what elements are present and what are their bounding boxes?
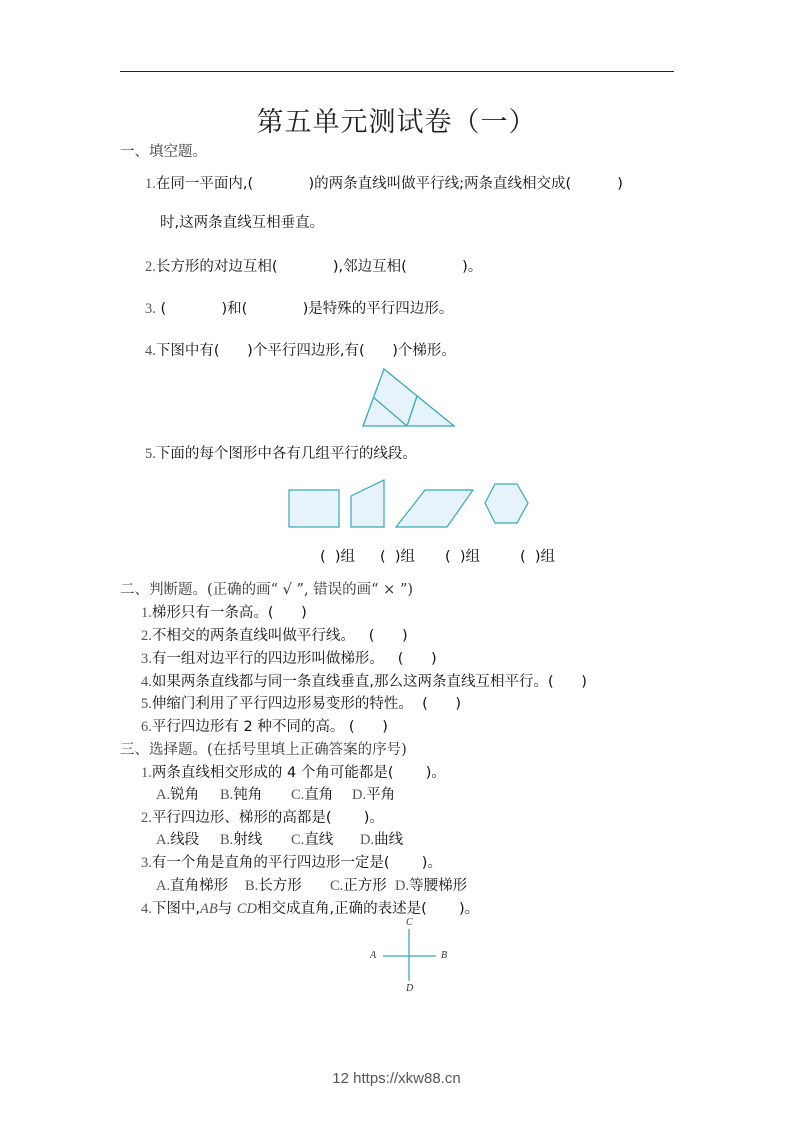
question-5: 5.下面的每个图形中各有几组平行的线段。 <box>145 446 417 462</box>
label-b: B <box>441 950 448 961</box>
choice-1-option-b: B.钝角 <box>220 787 263 803</box>
shapes-figure <box>285 475 535 535</box>
tf-item-1: 1.梯形只有一条高。( ) <box>141 605 307 621</box>
label-a: A <box>370 950 377 961</box>
label-c: C <box>406 917 413 928</box>
choice-1-option-d: D.平角 <box>352 787 396 803</box>
choice-question-2: 2.平行四边形、梯形的高都是( )。 <box>141 810 384 826</box>
choice-3-option-a: A.直角梯形 <box>156 878 229 894</box>
tf-item-5: 5.伸缩门利用了平行四边形易变形的特性。 ( ) <box>141 696 462 712</box>
question-4: 4.下图中有( )个平行四边形,有( )个梯形。 <box>145 343 456 359</box>
choice-3-option-d: D.等腰梯形 <box>395 878 468 894</box>
right-trapezoid-shape <box>351 480 384 527</box>
section-true-false-heading: 二、判断题。(正确的画“ √ ”, 错误的画“ × ”) <box>120 582 414 598</box>
choice-2-option-c: C.直线 <box>291 832 334 848</box>
rectangle-shape <box>289 490 339 527</box>
choice-2-option-d: D.曲线 <box>360 832 404 848</box>
section-fill-in-heading: 一、填空题。 <box>120 144 207 160</box>
choice-question-3: 3.有一个角是直角的平行四边形一定是( )。 <box>141 855 442 871</box>
question-1-line-a: 1.在同一平面内,( )的两条直线叫做平行线;两条直线相交成( ) <box>145 176 623 192</box>
triangle-figure <box>360 366 460 430</box>
tf-item-3: 3.有一组对边平行的四边形叫做梯形。 ( ) <box>141 651 437 667</box>
tf-item-4: 4.如果两条直线都与同一条直线垂直,那么这两条直线互相平行。( ) <box>141 674 587 690</box>
section-choice-heading: 三、选择题。(在括号里填上正确答案的序号) <box>120 742 407 758</box>
question-1-line-b: 时,这两条直线互相垂直。 <box>160 215 325 231</box>
perpendicular-lines-figure <box>380 925 440 990</box>
tf-item-6: 6.平行四边形有 2 种不同的高。 ( ) <box>141 719 388 735</box>
tf-item-2: 2.不相交的两条直线叫做平行线。 ( ) <box>141 628 408 644</box>
choice-question-1: 1.两条直线相交形成的 4 个角可能都是( )。 <box>141 765 446 781</box>
group-answer-4: ( )组 <box>520 549 556 565</box>
question-2: 2.长方形的对边互相( ),邻边互相( )。 <box>145 259 483 275</box>
group-answer-1: ( )组 <box>320 549 356 565</box>
choice-3-option-c: C.正方形 <box>330 878 387 894</box>
top-rule <box>120 71 674 72</box>
choice-3-option-b: B.长方形 <box>245 878 302 894</box>
footer-page-url: 12 https://xkw88.cn <box>332 1070 461 1087</box>
choice-2-option-a: A.线段 <box>156 832 200 848</box>
group-answer-3: ( )组 <box>445 549 481 565</box>
choice-question-4: 4.下图中,AB与 CD相交成直角,正确的表述是( )。 <box>141 901 480 917</box>
label-d: D <box>406 983 414 994</box>
question-3: 3. ( )和( )是特殊的平行四边形。 <box>145 301 454 317</box>
choice-1-option-c: C.直角 <box>291 787 334 803</box>
group-answer-2: ( )组 <box>380 549 416 565</box>
parallelogram-shape <box>396 490 473 527</box>
hexagon-shape <box>485 484 528 523</box>
page-title: 第五单元测试卷（一） <box>256 107 537 138</box>
choice-1-option-a: A.锐角 <box>156 787 200 803</box>
choice-2-option-b: B.射线 <box>220 832 263 848</box>
